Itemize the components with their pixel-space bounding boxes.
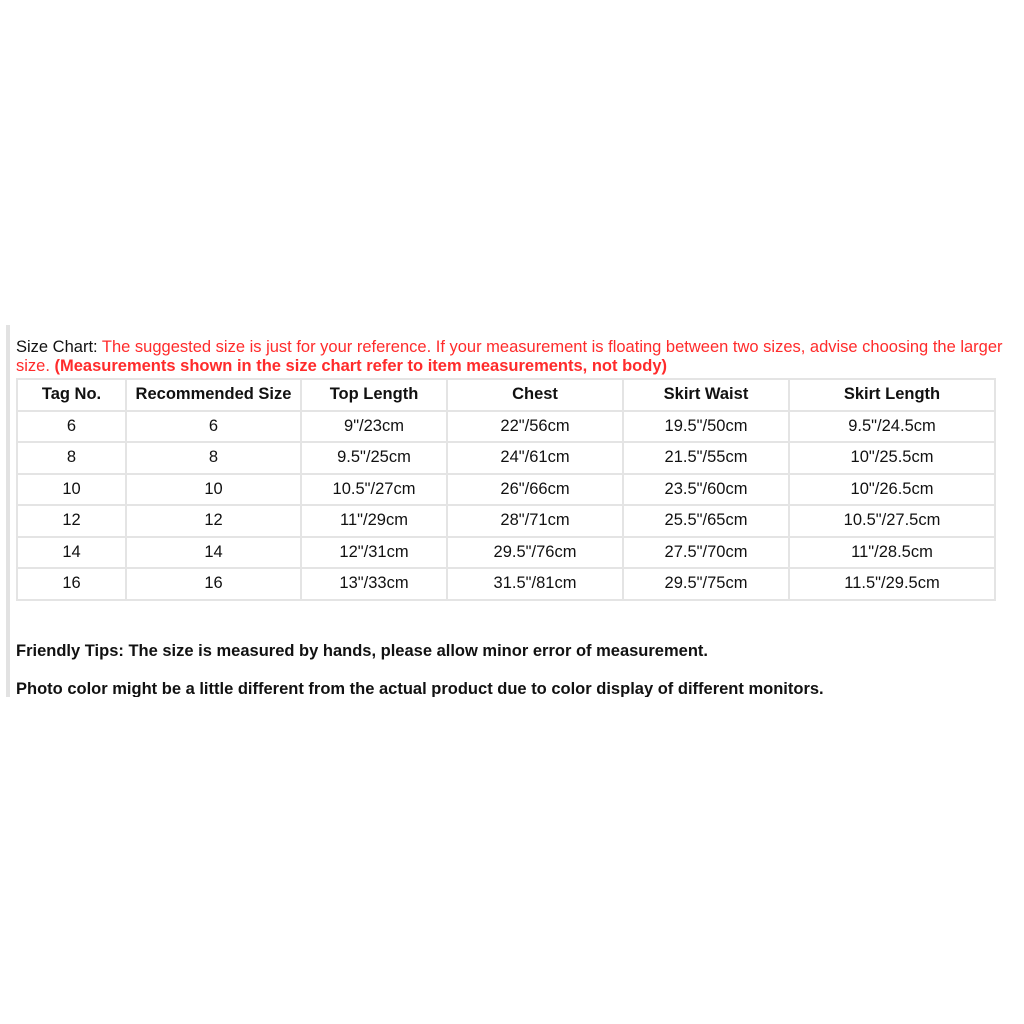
table-cell: 9.5"/24.5cm bbox=[789, 411, 995, 443]
column-header: Skirt Waist bbox=[623, 379, 789, 411]
table-cell: 29.5"/75cm bbox=[623, 568, 789, 600]
size-advice-text: The suggested size is just for your reference. If your measurement is floating between two sizes, advise choosing the larger size. bbox=[16, 338, 1003, 375]
table-cell: 8 bbox=[17, 442, 126, 474]
table-cell: 10 bbox=[126, 474, 301, 506]
column-header: Recommended Size bbox=[126, 379, 301, 411]
table-row bbox=[17, 442, 995, 474]
table-cell: 11.5"/29.5cm bbox=[789, 568, 995, 600]
label-colon: : bbox=[93, 338, 102, 356]
color-disclaimer: Photo color might be a little different from the actual product due to color display of different monitors. bbox=[16, 680, 824, 697]
table-row bbox=[17, 474, 995, 506]
table-cell: 11"/28.5cm bbox=[789, 537, 995, 569]
table-cell: 10 bbox=[17, 474, 126, 506]
size-chart-intro bbox=[16, 338, 1024, 376]
table-cell: 26"/66cm bbox=[447, 474, 623, 506]
left-border-bar bbox=[6, 325, 10, 697]
column-header: Chest bbox=[447, 379, 623, 411]
table-cell: 8 bbox=[126, 442, 301, 474]
table-row bbox=[17, 568, 995, 600]
table-cell: 11"/29cm bbox=[301, 505, 447, 537]
table-cell: 9"/23cm bbox=[301, 411, 447, 443]
table-cell: 10"/26.5cm bbox=[789, 474, 995, 506]
table-cell: 28"/71cm bbox=[447, 505, 623, 537]
table-cell: 21.5"/55cm bbox=[623, 442, 789, 474]
table-cell: 10.5"/27.5cm bbox=[789, 505, 995, 537]
table-cell: 19.5"/50cm bbox=[623, 411, 789, 443]
table-cell: 12 bbox=[17, 505, 126, 537]
column-header: Tag No. bbox=[17, 379, 126, 411]
table-cell: 12 bbox=[126, 505, 301, 537]
measurement-note: (Measurements shown in the size chart refer to item measurements, not body) bbox=[54, 357, 667, 375]
table-cell: 16 bbox=[17, 568, 126, 600]
friendly-tips: Friendly Tips: The size is measured by hands, please allow minor error of measurement. bbox=[16, 642, 708, 660]
table-cell: 22"/56cm bbox=[447, 411, 623, 443]
table-cell: 16 bbox=[126, 568, 301, 600]
table-cell: 29.5"/76cm bbox=[447, 537, 623, 569]
table-row bbox=[17, 505, 995, 537]
table-row bbox=[17, 411, 995, 443]
size-chart-label: Size Chart bbox=[16, 338, 94, 356]
table-cell: 10"/25.5cm bbox=[789, 442, 995, 474]
table-cell: 31.5"/81cm bbox=[447, 568, 623, 600]
table-cell: 27.5"/70cm bbox=[623, 537, 789, 569]
table-cell: 6 bbox=[126, 411, 301, 443]
table-cell: 10.5"/27cm bbox=[301, 474, 447, 506]
table-cell: 13"/33cm bbox=[301, 568, 447, 600]
table-cell: 23.5"/60cm bbox=[623, 474, 789, 506]
table-row bbox=[17, 537, 995, 569]
size-chart-section bbox=[0, 325, 1024, 697]
table-cell: 12"/31cm bbox=[301, 537, 447, 569]
column-header: Skirt Length bbox=[789, 379, 995, 411]
table-cell: 25.5"/65cm bbox=[623, 505, 789, 537]
table-cell: 14 bbox=[17, 537, 126, 569]
size-table bbox=[16, 378, 996, 601]
table-cell: 24"/61cm bbox=[447, 442, 623, 474]
table-header-row bbox=[17, 379, 995, 411]
table-cell: 9.5"/25cm bbox=[301, 442, 447, 474]
column-header: Top Length bbox=[301, 379, 447, 411]
table-cell: 6 bbox=[17, 411, 126, 443]
table-cell: 14 bbox=[126, 537, 301, 569]
